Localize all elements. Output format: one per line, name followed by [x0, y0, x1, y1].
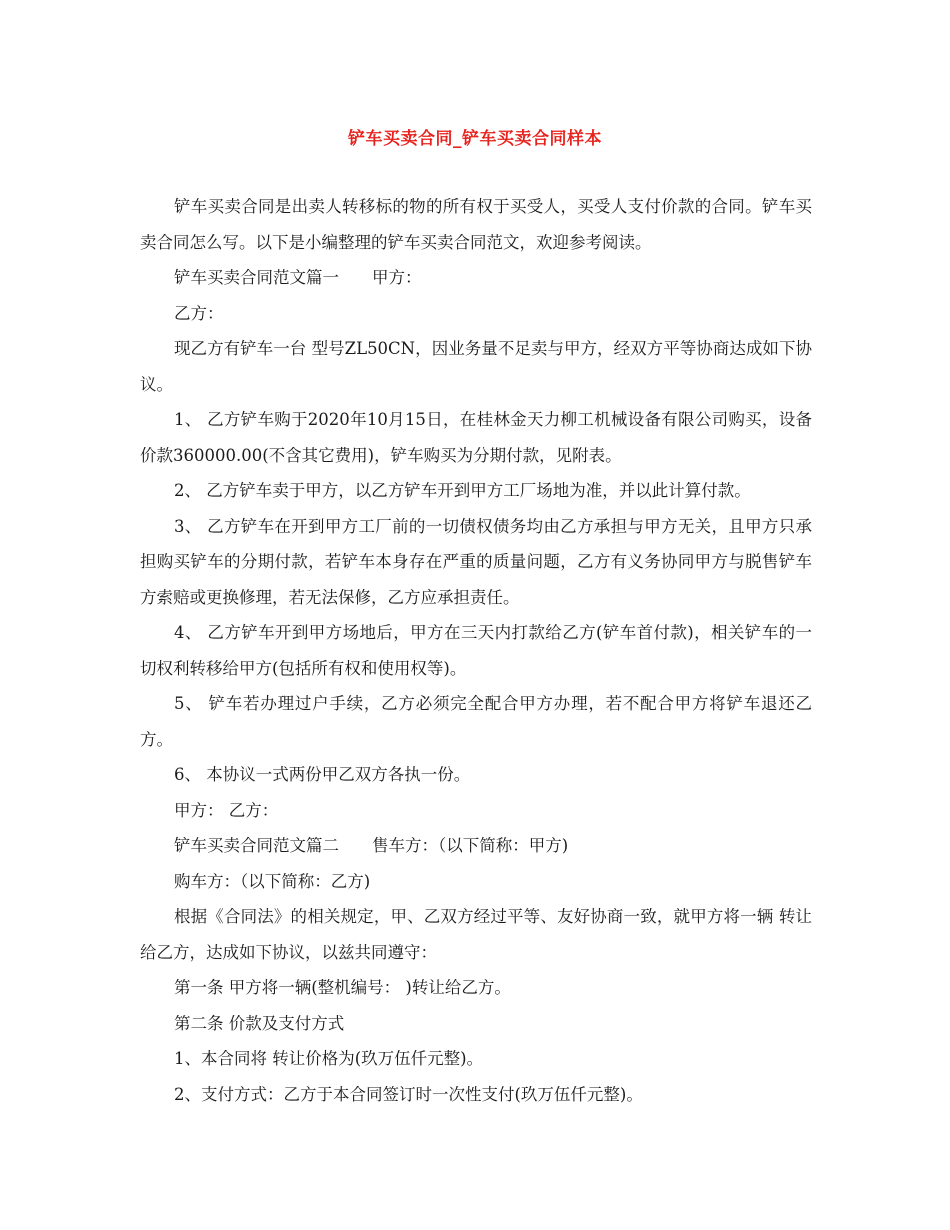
- paragraph-sample-two-heading: 铲车买卖合同范文篇二 售车方：（以下简称：甲方): [174, 836, 569, 855]
- paragraph-price: 1、本合同将 转让价格为(玖万伍仟元整)。: [174, 1049, 484, 1068]
- paragraph-sample-one-heading: 铲车买卖合同范文篇一 甲方：: [174, 268, 422, 287]
- paragraph-signatures: 甲方： 乙方：: [174, 800, 279, 820]
- document-title: 铲车买卖合同_铲车买卖合同样本: [348, 129, 602, 149]
- paragraph-legal-basis: 根据《合同法》的相关规定，甲、乙双方经过平等、友好协商一致，就甲方将一辆 转让给乙方，达成如下协议，以兹共同遵守：: [140, 907, 812, 962]
- paragraph-buyer: 购车方：（以下简称：乙方): [174, 871, 371, 891]
- paragraph-article-1: 第一条 甲方将一辆(整机编号： )转让给乙方。: [174, 978, 511, 997]
- paragraph-payment: 2、支付方式：乙方于本合同签订时一次性支付(玖万伍仟元整)。: [174, 1084, 643, 1104]
- paragraph-clause-1: 1、 乙方铲车购于2020年10月15日，在桂林金天力柳工机械设备有限公司购买，设备价款360000.00(不含其它费用)，铲车购买为分期付款，见附表。: [140, 410, 812, 465]
- paragraph-article-2: 第二条 价款及支付方式: [174, 1013, 345, 1033]
- paragraph-background: 现乙方有铲车一台 型号ZL50CN，因业务量不足卖与甲方，经双方平等协商达成如下协议。: [140, 339, 812, 394]
- paragraph-clause-4: 4、 乙方铲车开到甲方场地后，甲方在三天内打款给乙方(铲车首付款)，相关铲车的一切权利转移给甲方(包括所有权和使用权等)。: [140, 623, 812, 678]
- paragraph-clause-2: 2、 乙方铲车卖于甲方，以乙方铲车开到甲方工厂场地为准，并以此计算付款。: [174, 481, 751, 500]
- paragraph-clause-6: 6、 本协议一式两份甲乙双方各执一份。: [174, 765, 471, 784]
- paragraph-clause-3: 3、 乙方铲车在开到甲方工厂前的一切债权债务均由乙方承担与甲方无关，且甲方只承担购买铲车的分期付款，若铲车本身存在严重的质量问题，乙方有义务协同甲方与脱售铲车方索赔或更换修理，若无法保修，乙方应承担责任。: [140, 516, 812, 607]
- paragraph-clause-5: 5、 铲车若办理过户手续，乙方必须完全配合甲方办理，若不配合甲方将铲车退还乙方。: [140, 694, 812, 749]
- document-body: [140, 189, 812, 1112]
- paragraph-intro: 铲车买卖合同是出卖人转移标的物的所有权于买受人，买受人支付价款的合同。铲车买卖合同怎么写。以下是小编整理的铲车买卖合同范文，欢迎参考阅读。: [140, 197, 812, 252]
- paragraph-party-b: 乙方：: [174, 303, 224, 323]
